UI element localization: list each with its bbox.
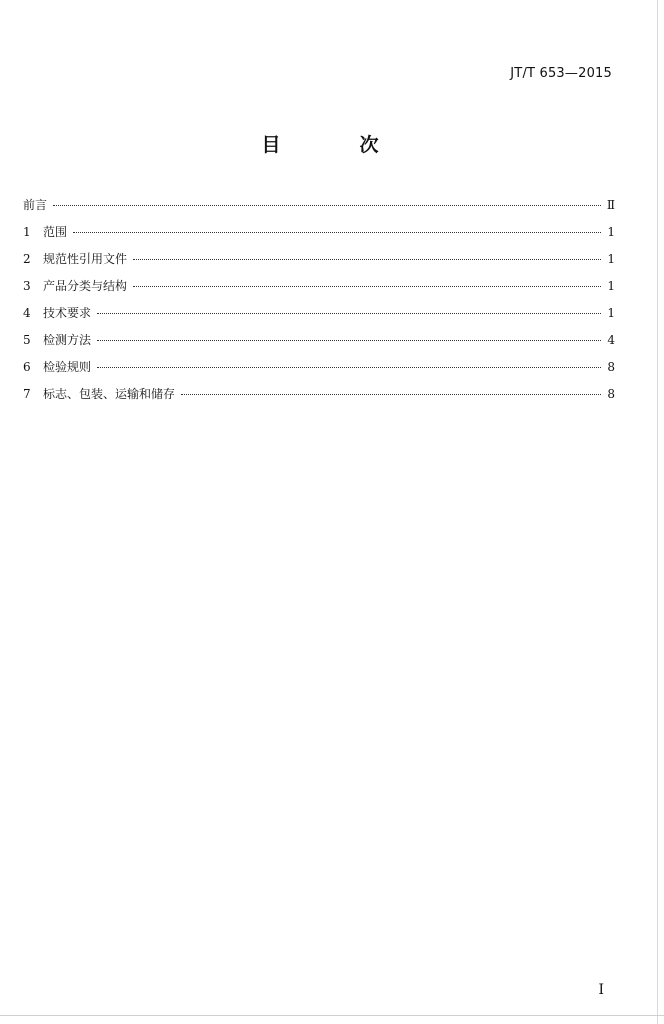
toc-entry-number: 5 <box>23 333 31 347</box>
toc-entry-label: 规范性引用文件 <box>43 252 128 266</box>
toc-entry-marking-packaging[interactable] <box>23 385 615 412</box>
toc-leader-dots <box>133 259 601 260</box>
toc-entry-page: 1 <box>607 279 615 293</box>
toc-entry-label: 检验规则 <box>43 360 92 374</box>
toc-entry-page: 1 <box>607 252 615 266</box>
page-title: 目 次 <box>261 134 409 156</box>
toc-entry-label: 检测方法 <box>43 333 92 347</box>
toc-leader-dots <box>133 286 601 287</box>
page-edge <box>0 1015 664 1016</box>
toc-entry-technical-requirements[interactable] <box>23 304 615 331</box>
toc-entry-normative-references[interactable] <box>23 250 615 277</box>
standard-code: JT/T 653—2015 <box>510 66 612 81</box>
toc-leader-dots <box>53 205 601 206</box>
toc-entry-number: 4 <box>23 306 31 320</box>
page-edge <box>657 0 658 1024</box>
toc-entry-classification[interactable] <box>23 277 615 304</box>
toc-entry-number: 6 <box>23 360 31 374</box>
toc-entry-number: 2 <box>23 252 31 266</box>
toc-leader-dots <box>73 232 601 233</box>
toc-entry-foreword[interactable] <box>23 196 615 223</box>
toc-entry-inspection-rules[interactable] <box>23 358 615 385</box>
toc-leader-dots <box>97 367 601 368</box>
toc-entry-page: Ⅱ <box>606 198 615 212</box>
toc-entry-page: 8 <box>607 360 615 374</box>
toc-entry-test-methods[interactable] <box>23 331 615 358</box>
toc-leader-dots <box>97 340 601 341</box>
toc-entry-number: 7 <box>23 387 31 401</box>
toc-leader-dots <box>181 394 601 395</box>
toc-entry-label: 标志、包装、运输和储存 <box>43 387 176 401</box>
toc-entry-number: 3 <box>23 279 31 293</box>
toc-entry-label: 技术要求 <box>43 306 92 320</box>
toc-entry-label: 范围 <box>43 225 68 239</box>
toc-entry-page: 8 <box>607 387 615 401</box>
page-number: Ⅰ <box>598 982 604 998</box>
toc-entry-scope[interactable] <box>23 223 615 250</box>
toc-entry-label: 产品分类与结构 <box>43 279 128 293</box>
table-of-contents <box>23 196 615 412</box>
toc-leader-dots <box>97 313 601 314</box>
toc-entry-number: 1 <box>23 225 31 239</box>
toc-entry-label: 前言 <box>23 198 48 212</box>
toc-entry-page: 1 <box>607 306 615 320</box>
toc-entry-page: 1 <box>607 225 615 239</box>
toc-entry-page: 4 <box>607 333 615 347</box>
